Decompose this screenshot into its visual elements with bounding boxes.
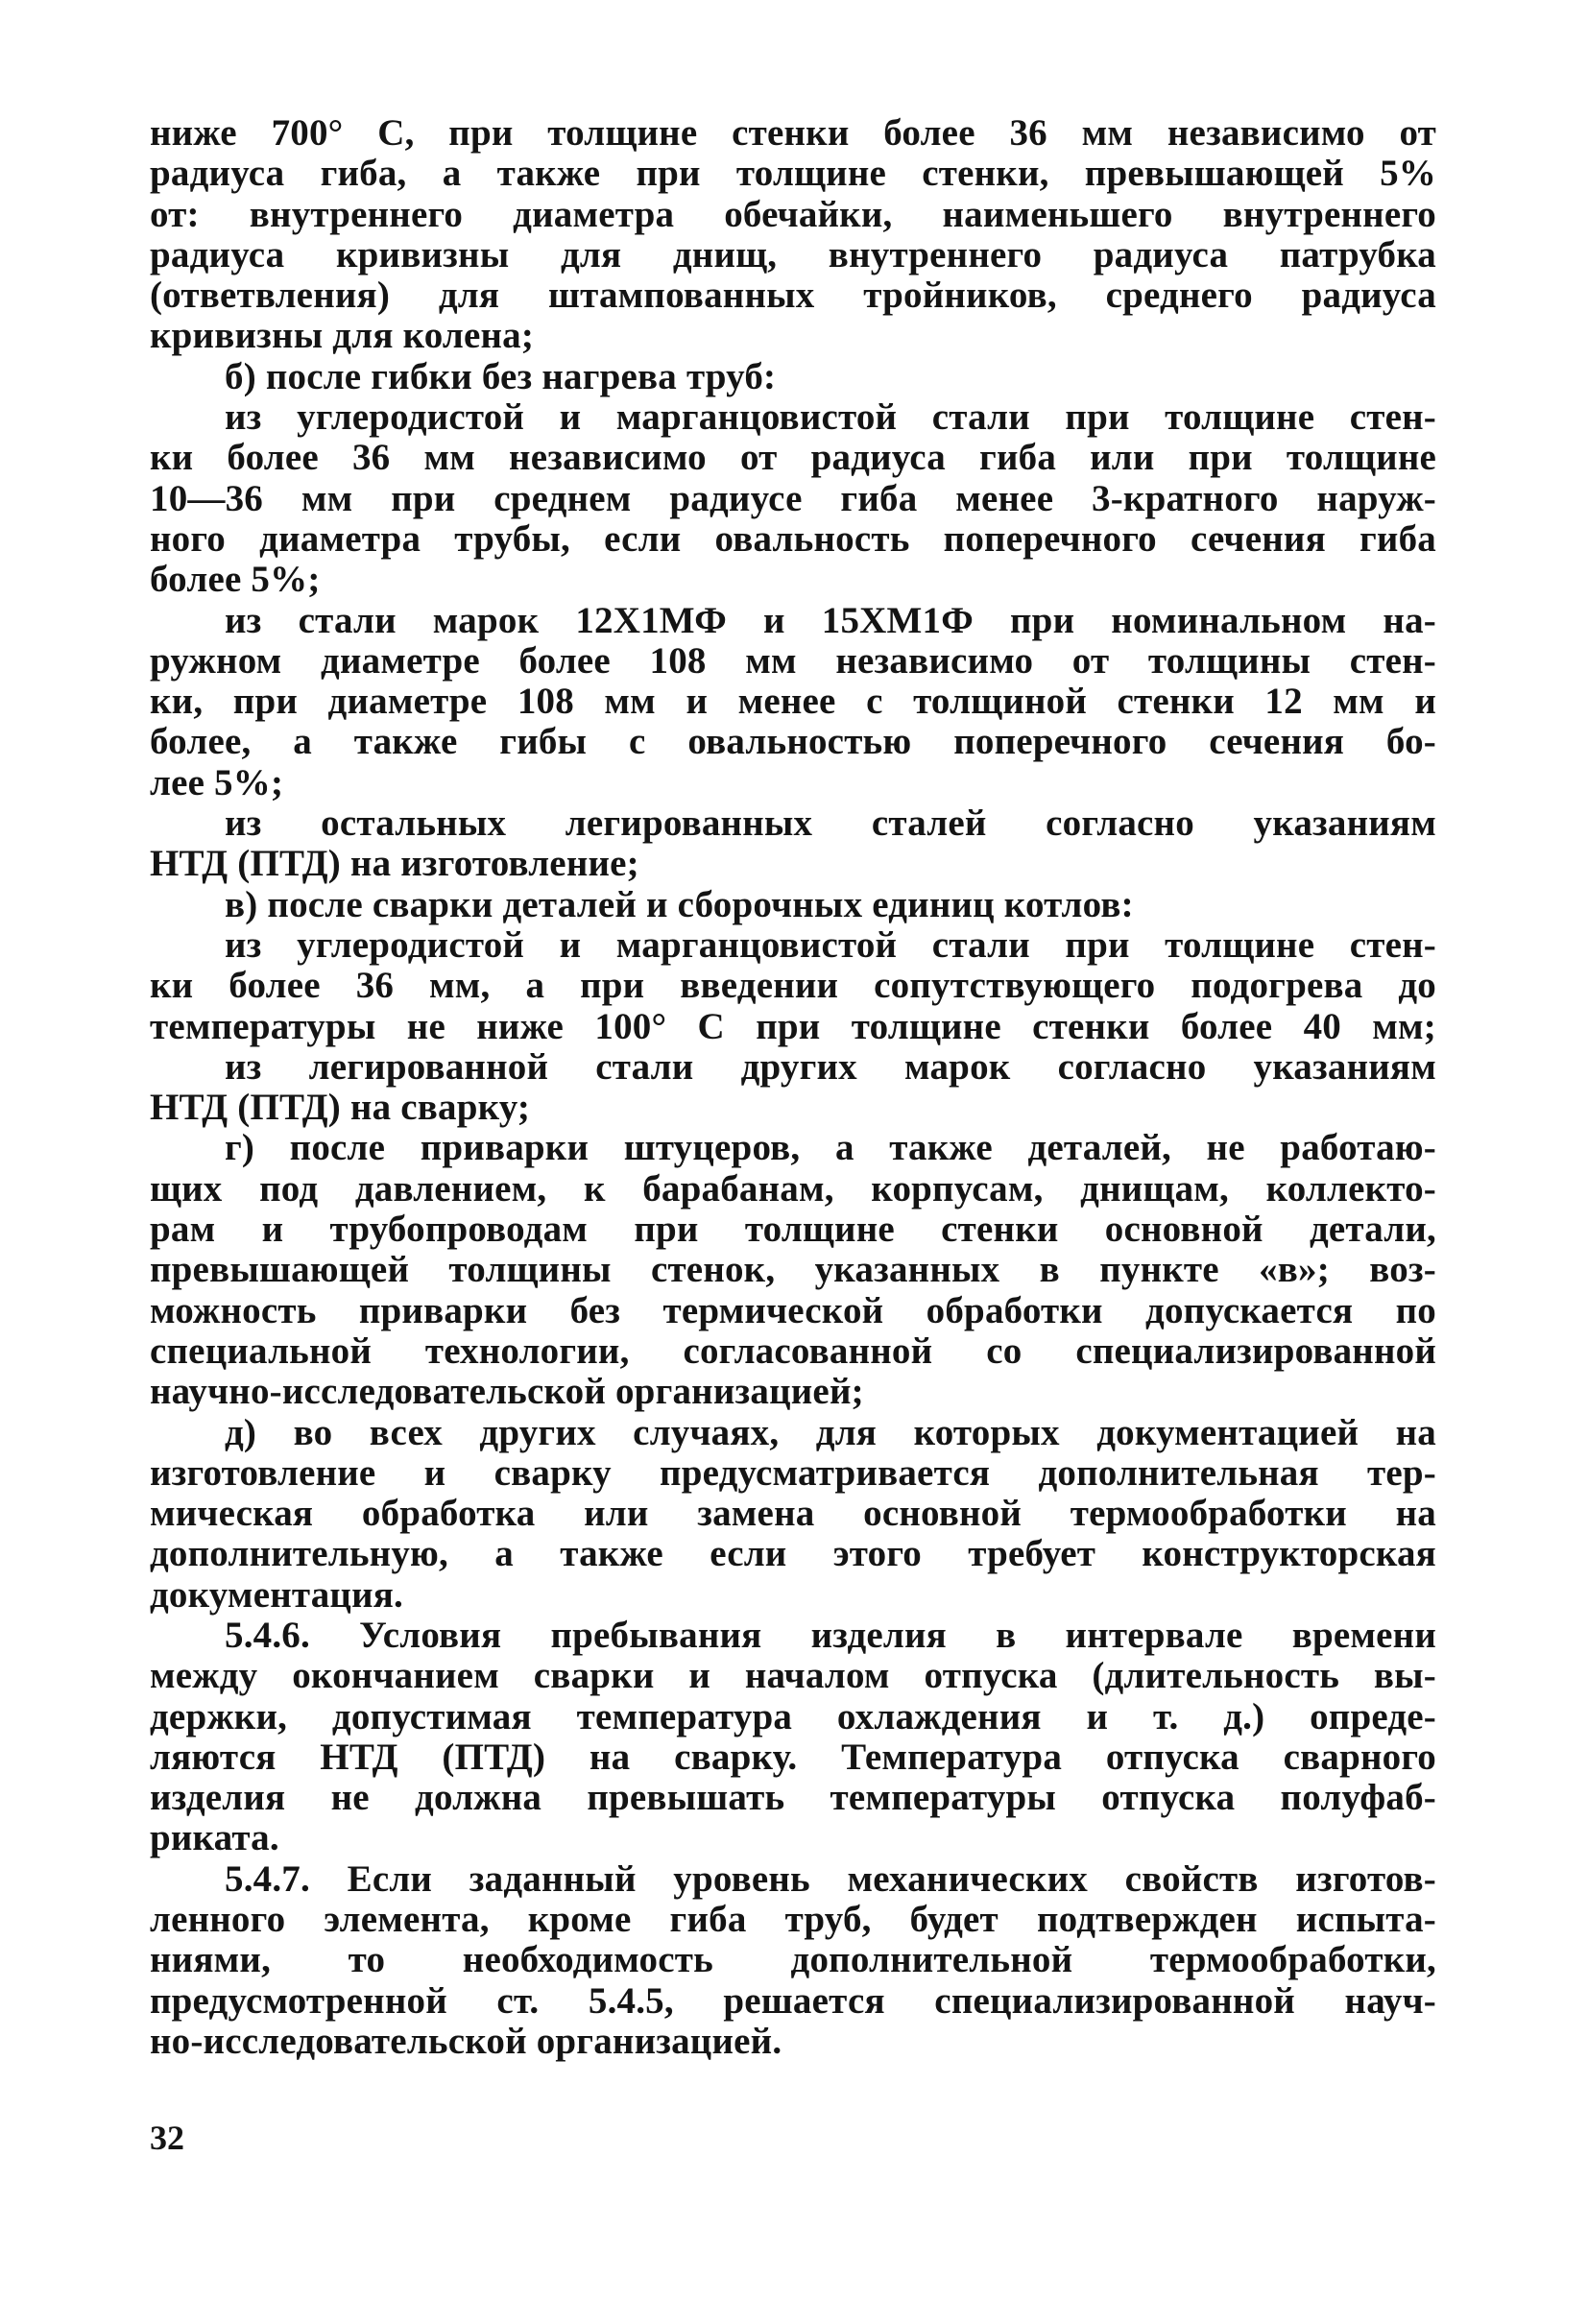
- text-line: радиуса кривизны для днищ, внутреннего радиуса патрубка: [150, 233, 1436, 276]
- text-line: д) во всех других случаях, для которых документацией на: [225, 1411, 1436, 1453]
- text-line: научно-исследовательской организацией;: [150, 1371, 864, 1413]
- text-line: специальной технологии, согласованной со специализированной: [150, 1330, 1436, 1372]
- text-line: более, а также гибы с овальностью поперечного сечения бо-: [150, 721, 1436, 763]
- text-line: ки более 36 мм независимо от радиуса гиба или при толщине: [150, 437, 1436, 479]
- page-number: 32: [150, 2119, 184, 2157]
- text-line: более 5%;: [150, 559, 321, 601]
- text-line: мическая обработка или замена основной термообработки на: [150, 1493, 1436, 1535]
- text-line: щих под давлением, к барабанам, корпусам, днищам, коллекто-: [150, 1167, 1436, 1210]
- text-line: изделия не должна превышать температуры отпуска полуфаб-: [150, 1777, 1436, 1819]
- text-line: между окончанием сварки и началом отпуска (длительность вы-: [150, 1655, 1436, 1697]
- text-line: НТД (ПТД) на сварку;: [150, 1087, 531, 1129]
- text-line: риката.: [150, 1817, 279, 1859]
- text-line: можность приварки без термической обработки допускается по: [150, 1289, 1436, 1331]
- text-line: из остальных легированных сталей согласно указаниям: [225, 803, 1436, 845]
- text-line: г) после приварки штуцеров, а также деталей, не работаю-: [225, 1127, 1436, 1169]
- text-line: рам и трубопроводам при толщине стенки основной детали,: [150, 1209, 1436, 1251]
- text-line: предусмотренной ст. 5.4.5, решается специализированной науч-: [150, 1979, 1436, 2022]
- text-line: ки более 36 мм, а при введении сопутствующего подогрева до: [150, 965, 1436, 1007]
- text-line: ного диаметра трубы, если овальность поперечного сечения гиба: [150, 517, 1436, 560]
- text-line: кривизны для колена;: [150, 315, 535, 357]
- text-line: в) после сварки деталей и сборочных единиц котлов:: [225, 883, 1134, 925]
- text-line: ниями, то необходимость дополнительной термообработки,: [150, 1939, 1436, 1981]
- text-line: из стали марок 12Х1МФ и 15ХМ1Ф при номинальном на-: [225, 599, 1436, 641]
- text-line: НТД (ПТД) на изготовление;: [150, 843, 639, 885]
- text-line: от: внутреннего диаметра обечайки, наименьшего внутреннего: [150, 193, 1436, 235]
- text-line: лее 5%;: [150, 761, 284, 803]
- text-line: ляются НТД (ПТД) на сварку. Температура отпуска сварного: [150, 1736, 1436, 1778]
- text-line: из углеродистой и марганцовистой стали при толщине стен-: [225, 396, 1436, 439]
- text-line: из легированной стали других марок согласно указаниям: [225, 1045, 1436, 1088]
- text-line: ниже 700° С, при толщине стенки более 36 мм независимо от: [150, 112, 1436, 154]
- text-line: дополнительную, а также если этого требует конструкторская: [150, 1533, 1436, 1575]
- text-line: 10—36 мм при среднем радиусе гиба менее 3-кратного наруж-: [150, 477, 1436, 519]
- text-line: б) после гибки без нагрева труб:: [225, 355, 777, 397]
- text-line: из углеродистой и марганцовистой стали при толщине стен-: [225, 923, 1436, 966]
- text-line: превышающей толщины стенок, указанных в пункте «в»; воз-: [150, 1249, 1436, 1291]
- text-line: температуры не ниже 100° С при толщине стенки более 40 мм;: [150, 1005, 1436, 1047]
- text-line: ки, при диаметре 108 мм и менее с толщиной стенки 12 мм и: [150, 681, 1436, 723]
- text-line: ружном диаметре более 108 мм независимо от толщины стен-: [150, 639, 1436, 682]
- text-line: 5.4.6. Условия пребывания изделия в интервале времени: [225, 1614, 1436, 1656]
- text-line: держки, допустимая температура охлаждения и т. д.) опреде-: [150, 1695, 1436, 1737]
- text-line: радиуса гиба, а также при толщине стенки, превышающей 5%: [150, 153, 1436, 195]
- text-line: (ответвления) для штампованных тройников, среднего радиуса: [150, 275, 1436, 317]
- text-line: но-исследовательской организацией.: [150, 2020, 782, 2062]
- text-line: 5.4.7. Если заданный уровень механических свойств изготов-: [225, 1857, 1436, 1900]
- text-line: изготовление и сварку предусматривается дополнительная тер-: [150, 1451, 1436, 1494]
- text-line: документация.: [150, 1573, 404, 1616]
- body-text: [150, 113, 1436, 2062]
- text-line: ленного элемента, кроме гиба труб, будет подтвержден испыта-: [150, 1899, 1436, 1941]
